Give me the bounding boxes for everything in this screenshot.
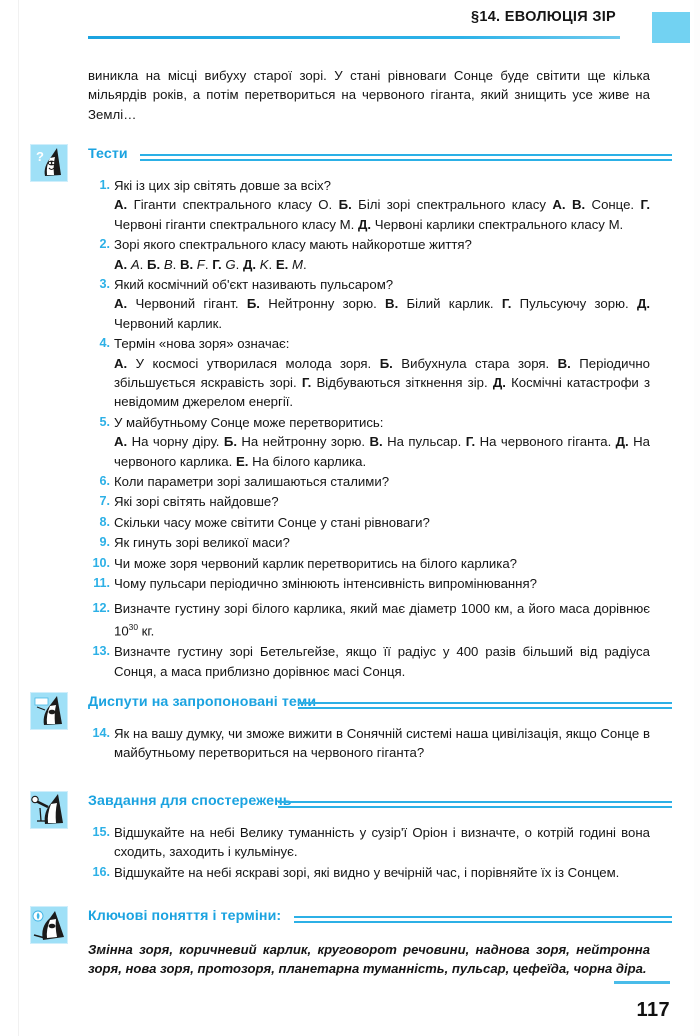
list-item bbox=[88, 275, 650, 333]
section-header-debates bbox=[88, 694, 672, 716]
astronomer-question-icon bbox=[30, 144, 68, 182]
question-answers: А. Червоний гігант. Б. Нейтронну зорю. В. Білий карлик. Г. Пульсуючу зорю. Д. Червоний карлик. bbox=[114, 296, 651, 331]
question-number: 11. bbox=[93, 576, 110, 591]
question-answers: А. A. Б. B. В. F. Г. G. Д. K. Е. M. bbox=[114, 256, 307, 272]
question-text: Коли параметри зорі залишаються сталими? bbox=[114, 474, 390, 489]
list-item bbox=[88, 863, 650, 882]
page-scan-edge-left bbox=[18, 0, 19, 1036]
question-text: Термін «нова зоря» означає: bbox=[114, 336, 290, 352]
section-key-terms bbox=[30, 908, 672, 930]
section-title: Диспути на запропоновані теми bbox=[88, 694, 317, 710]
question-text-after-superscript: кг. bbox=[138, 623, 155, 639]
section-title: Завдання для спостережень bbox=[88, 793, 292, 809]
section-debates bbox=[30, 694, 672, 716]
question-text: Відшукайте на небі Велику туманність у сузір'ї Оріон і визначте, о котрій годині вона сходить, заходить і кульмінує. bbox=[114, 825, 650, 860]
section-title: Ключові поняття і терміни: bbox=[88, 908, 282, 924]
question-text: Визначте густину зорі Бетельгейзе, якщо її радіус у 400 разів більший від радіуса Сонця, а маса приблизно дорівнює масі Сонця. bbox=[114, 644, 650, 679]
section-rule bbox=[298, 702, 672, 709]
list-item bbox=[88, 235, 650, 274]
list-item bbox=[88, 413, 650, 471]
telescope-observer-icon bbox=[30, 791, 68, 829]
section-rule bbox=[294, 916, 672, 923]
list-item bbox=[88, 554, 650, 573]
chapter-title: §14. ЕВОЛЮЦІЯ ЗІР bbox=[470, 9, 616, 25]
question-text: Які зорі світять найдовше? bbox=[114, 494, 279, 510]
debates-question-list-block bbox=[88, 724, 650, 764]
page-number: 117 bbox=[636, 999, 670, 1021]
question-text: Який космічний об'єкт називають пульсаром? bbox=[114, 277, 394, 293]
question-number: 3. bbox=[99, 277, 110, 292]
question-text: Чи може зоря червоний карлик перетворитись на білого карлика? bbox=[114, 555, 517, 571]
tests-question-list bbox=[88, 176, 650, 471]
section-header-key-terms bbox=[88, 908, 672, 930]
debates-question-list bbox=[88, 724, 650, 763]
section-tests bbox=[30, 146, 672, 168]
observations-question-list-block bbox=[88, 823, 650, 883]
tests-question-list-block-2 bbox=[88, 472, 650, 594]
question-number: 8. bbox=[99, 514, 110, 529]
question-number: 10. bbox=[92, 555, 110, 570]
list-item bbox=[88, 513, 650, 532]
list-item bbox=[88, 334, 650, 412]
tests-question-list-block bbox=[88, 176, 650, 472]
list-item bbox=[88, 724, 650, 763]
exponent: 30 bbox=[128, 622, 138, 633]
book-scholar-icon bbox=[30, 906, 68, 944]
section-title: Тести bbox=[88, 146, 128, 162]
question-number: 15. bbox=[92, 825, 110, 839]
question-number: 9. bbox=[99, 535, 110, 550]
observations-question-list bbox=[88, 823, 650, 882]
tests-problem-list-block bbox=[88, 599, 650, 682]
intro-paragraph-block bbox=[88, 66, 650, 124]
question-text: Зорі якого спектрального класу мають найкоротше життя? bbox=[114, 237, 472, 253]
list-item bbox=[88, 176, 650, 234]
question-answers: А. Гіганти спектрального класу О. Б. Білі зорі спектрального класу А. В. Сонце. Г. Червоні гіганти спектрального класу М. Д. Червоні карлики спектрального класу М. bbox=[114, 197, 650, 232]
question-number: 14. bbox=[92, 726, 110, 740]
question-number: 4. bbox=[99, 336, 110, 351]
question-answers: А. У космосі утворилася молода зоря. Б. Вибухнула стара зоря. В. Періодично збільшується яскравість зорі. Г. Відбуваються зіткнення зір. Д. Космічні катастрофи з невідомим джерелом енергії. bbox=[114, 355, 651, 410]
question-number: 1. bbox=[99, 178, 110, 192]
running-head bbox=[0, 0, 700, 52]
section-rule bbox=[140, 154, 672, 161]
question-number: 6. bbox=[99, 474, 110, 488]
section-header-observations bbox=[88, 793, 672, 815]
question-text: У майбутньому Сонце може перетворитись: bbox=[114, 414, 384, 430]
question-text: Відшукайте на небі яскраві зорі, які видно у вечірній час, і порівняйте їх із Сонцем. bbox=[114, 864, 620, 880]
list-item bbox=[88, 472, 650, 491]
page-edge-tab bbox=[652, 12, 690, 43]
question-text: Як гинуть зорі великої маси? bbox=[114, 535, 290, 551]
key-terms-block bbox=[88, 940, 650, 978]
tests-question-list-short bbox=[88, 472, 650, 593]
list-item bbox=[88, 574, 650, 593]
question-number: 2. bbox=[99, 237, 110, 252]
folio-rule bbox=[614, 981, 670, 984]
section-header-tests bbox=[88, 146, 672, 168]
question-answers: А. На чорну діру. Б. На нейтронну зорю. В. На пульсар. Г. На червоного гіганта. Д. На червоного карлика. Е. На білого карлика. bbox=[114, 434, 650, 469]
list-item bbox=[88, 642, 650, 681]
question-text: Чому пульсари періодично змінюють інтенсивність випромінювання? bbox=[114, 576, 537, 592]
question-number: 12. bbox=[92, 601, 110, 615]
question-text-before-superscript: Визначте густину зорі білого карлика, який має діаметр 1000 км, а його маса дорівнює 10 bbox=[114, 601, 650, 639]
section-observations bbox=[30, 793, 672, 815]
intro-paragraph: виникла на місці вибуху старої зорі. У стані рівноваги Сонце буде світити ще кілька мільярдів років, а потім перетвориться на червоного гіганта, який знищить усе живе на Землі… bbox=[88, 68, 650, 122]
key-terms-text: Змінна зоря, коричневий карлик, круговорот речовини, наднова зоря, нейтронна зоря, нова зоря, протозоря, планетарна туманність, пульсар, цефеїда, чорна діра. bbox=[88, 942, 650, 977]
list-item bbox=[88, 492, 650, 511]
list-item bbox=[88, 823, 650, 862]
question-number: 16. bbox=[92, 864, 110, 879]
question-text: Скільки часу може світити Сонце у стані рівноваги? bbox=[114, 514, 430, 530]
question-text: Як на вашу думку, чи зможе вижити в Сонячній системі наша цивілізація, якщо Сонце в майбутньому перетвориться на червоного гіганта? bbox=[114, 726, 650, 761]
svg-text:?: ? bbox=[36, 149, 44, 164]
list-item bbox=[88, 599, 650, 641]
speaker-debate-icon bbox=[30, 692, 68, 730]
question-number: 7. bbox=[99, 494, 110, 509]
section-rule bbox=[278, 801, 672, 808]
page-scan-edge-right bbox=[694, 0, 700, 1036]
question-number: 13. bbox=[92, 644, 110, 659]
question-text: Які із цих зір світять довше за всіх? bbox=[114, 178, 331, 193]
list-item bbox=[88, 533, 650, 552]
header-rule bbox=[88, 36, 620, 39]
tests-problem-list bbox=[88, 599, 650, 681]
question-number: 5. bbox=[99, 414, 110, 429]
